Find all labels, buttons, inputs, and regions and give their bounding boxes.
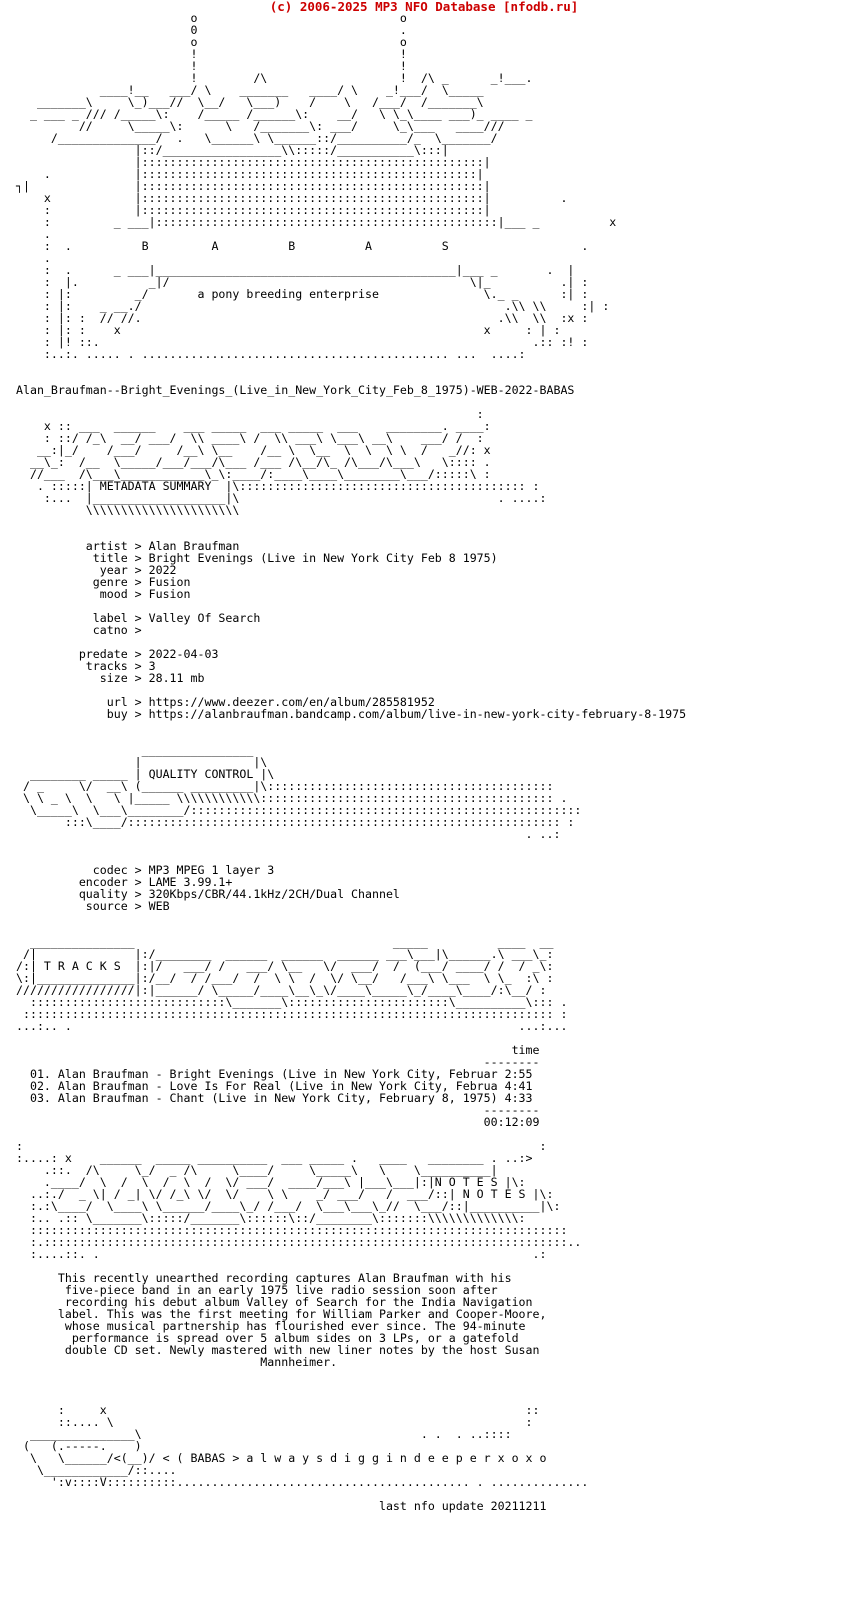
nfo-ascii-document: o o 0 . o o ! ! ! ! ! /\ ! /\ _ _!___. ____!__ ___/ \ _______ ____/ \ _!___/ \_____ _______\ \_)___// \__/ \___) / \ /___/ /_______\ _ ___ _ /// /_____\: /_____ /______\: __/ \ \_\____ ___)_ ____ _ // \_____\: \ /_______\: ___/ \_\___ ____/// /______________/ . \______\ \______::/__________/_ \_______/ |::/_________________\\:::::/___________\:::| |:::::::::::::::::::::::::::::::::::::::::::::::::| . |::::::::::::::::::::::::::::::::::::::::::::::::| ┐| |:::::::::::::::::::::::::::::::::::::::::::::::::| x |:::::::::::::::::::::::::::::::::::::::::::::::::| . : |:::::::::::::::::::::::::::::::::::::::::::::::::| : _ ___|:::::::::::::::::::::::::::::::::::::::::::::::::|___ _ x . : . B A B A S . . : . _ ___|___________________________________________|___ _ . | : |. _|/ \|_ .| : : |: _/ a pony breeding enterprise \._ _ :| : : |: _ __./ .\\ \\ :| : : |: : // //. .\\ \\ :x : : |: : x x : | : : |! ::. .:: :! : :..:. ..... . ............................................ ... ....: Alan_Braufman--Bright_Evenings_(Live_in_New_York_City_Feb_8_1975)-WEB-2022-BABAS : x :: ___ ______ ___ _____ ___ _____ ___ ________. ____: : ::/ /_\ __/ ___/ \\ ____\ / \\ ___\ \___\ __\ ___/ / : __:|_/ /___/ /__\ \__ /__ \ \__ \ \ \ \ / _//: x __\_: /__ \_____/___/___/\___ /___ /\__/\_ /\___/\___\ \:::: . //___ /\___\____________\_\:____/:____\____\________\___/:::::\ : . :::::| METADATA SUMMARY |\::::::::::::::::::::::::::::::::::::::::: : :... |___________________|\ . ....: \\\\\\\\\\\\\\\\\\\\\\ artist > Alan Braufman title > Bright Evenings (Live in New York City Feb 8 1975) year > 2022 genre > Fusion mood > Fusion label > Valley Of Search catno > predate > 2022-04-03 tracks > 3 size > 28.11 mb url > https://www.deezer.com/en/album/285581952 buy > https://alanbraufman.bandcamp.com/album/live-in-new-york-city-february-8-1975 ________________ | |\ ________ _____ | QUALITY CONTROL |\ / _ \/ __\ (______ _________|\::::::::::::::::::::::::::::::::::::::::: \ \ _ \ \ \ |_____ \\\\\\\\\\\\:::::::::::::::::::::::::::::::::::::::::: . \_____\ \___\________/:::::::::::::::::::::::::::::::::::::::::::::::::::::::: :::\____/:::::::::::::::::::::::::::::::::::::::::::::::::::::::::::::: : . ..: codec > MP3 MPEG 1 layer 3 encoder > LAME 3.99.1+ quality > 320Kbps/CBR/44.1kHz/2CH/Dual Channel source > WEB _______________ _____ ____ __ /| |:/________ ______ ______ ______ ___\___|\______.\ ___\_: /:| T R A C K S |:|/ ___/ / ___/ \__ \/ ___/ / (___/ ____/ / / _\: \:|______________|:/__/ / /___/ / \ \ / \/ \__/ /___\ \___ \ \_ :\ : /////////////////|:|______/ \_____/____\__\_\/____\_____\_/____\____/:\__/ : ::::::::::::::::::::::::::::\_______\:::::::::::::::::::::::\__________\::: . :::::::::::::::::::::::::::::::::::::::::::::::::::::::::::::::::::::::::::: : ...:.. . ...:... time -------- 01. Alan Braufman - Bright Evenings (Live in New York City, Februar 2:55 02. Alan Braufman - Love Is For Real (Live in New York City, Februa 4:41 03. Alan Braufman - Chant (Live in New York City, February 8, 1975) 4:33 -------- 00:12:09 : : :....: x ______ _____ __________ ___ _____ . ____ ________ . ..:> .::. /\ \_/ _ /\ \____/ \_____\ \ \__________| .____/ \ / \ / \ / \/ ___/ ____/___\ |___\___|:|N O T E S |\: ..:./ _ \| / _| \/ /_\ \/ \/ \ \ _/ ___/ / ___/::| N O T E S |\: :.:\____/ \____\ \______/____\_/ /___/ \___\___\_// \___/::|__________|\: :.. .:: \_______\:::::/_______\::::::\::/________\:::::::\\\\\\\\\\\\\: ::::::::::::::::::::::::::::::::::::::::::::::::::::::::::::::::::::::::::::: :.:::::::::::::::::::::::::::::::::::::::::::::::::::::::::::::::::::::::::::.. :....::. . .: This recently unearthed recording captures Alan Braufman with his five-piece band in an early 1975 live radio session soon after recording his debut album Valley of Search for the India Navigation label. This was the first meeting for William Parker and Cooper-Moore, whose musical partnership has flourished ever since. The 94-minute performance is spread over 5 album sides on 3 LPs, or a gatefold double CD set. Newly mastered with new liner notes by the host Susan Mannheimer. : x :: ::.... \ : _______________\ . . . ..:::: ( (.-----. ) \ \______/<(__)/ < ( BABAS > a l w a y s d i g g i n d e e p e r x o x o \____________/::.... ':v::::V::::::::::.......................................... . .............. last nfo update 20211211 bbox=[16, 11, 687, 1513]
site-header: (c) 2006-2025 MP3 NFO Database [nfodb.ru] bbox=[269, 0, 579, 14]
